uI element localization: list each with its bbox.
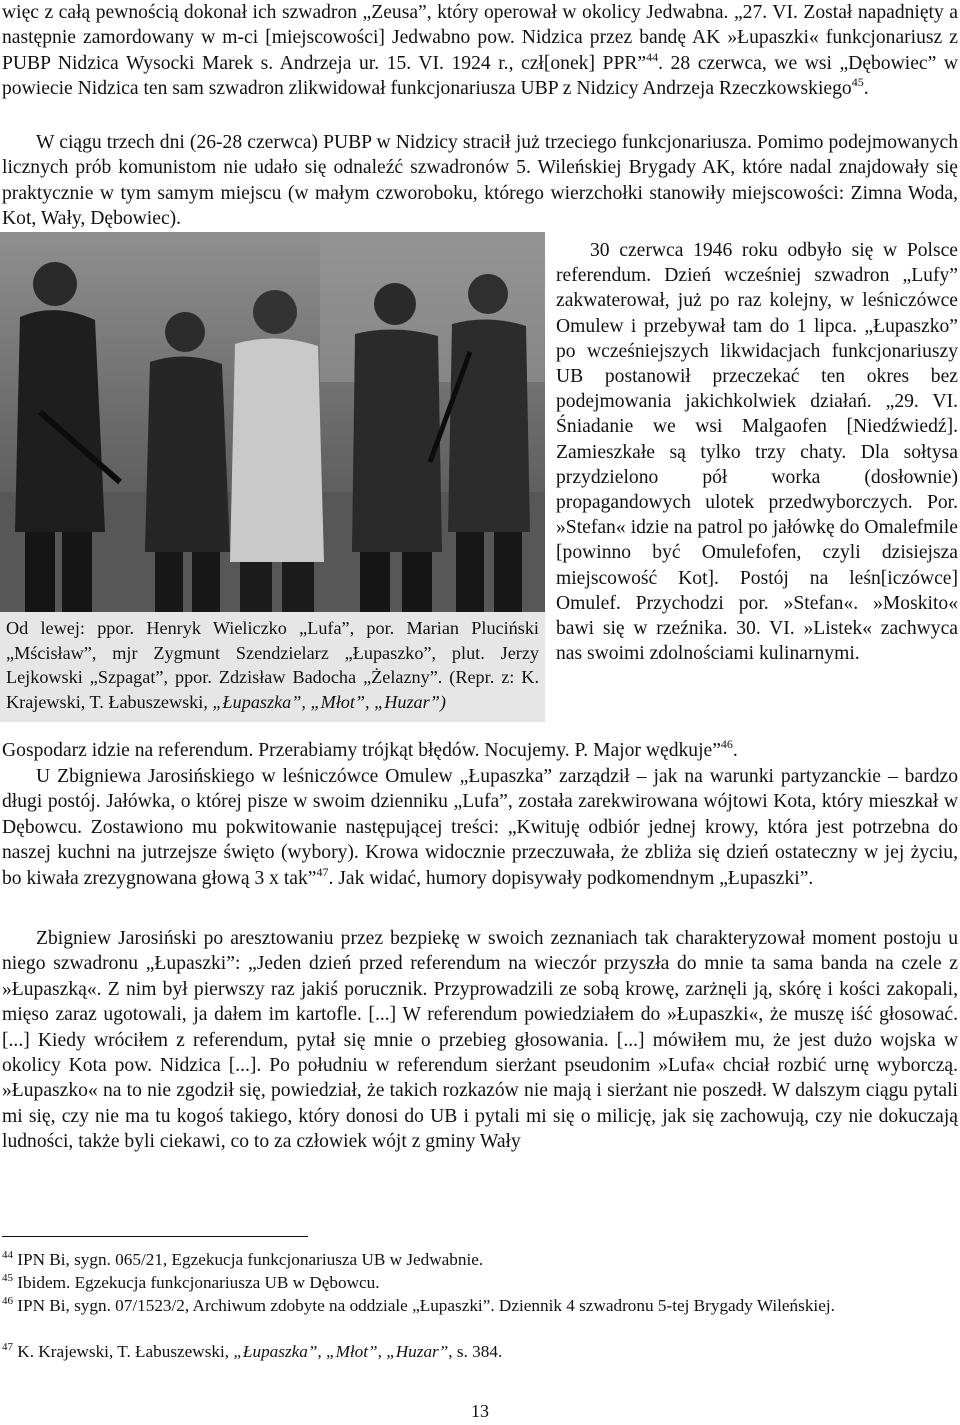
page-number: 13 xyxy=(471,1401,489,1421)
footnote-number: 46 xyxy=(2,1295,13,1307)
paragraph-1-text-b: . 28 czerwca, we wsi „Dębowiec” w powiecie Nidzica ten sam szwadron zlikwidował funkcjonariusza UBP z Nidzicy Andrzeja Rzeczkowskiego xyxy=(2,52,958,100)
footnote-47 xyxy=(2,1340,958,1363)
footnote-text: IPN Bi, sygn. 07/1523/2, Archiwum zdobyte na oddziale „Łupaszki”. Dziennik 4 szwadronu 5-tej Brygady Wileńskiej. xyxy=(17,1296,835,1315)
paragraph-1-text: więc z całą pewnością dokonał ich szwadron „Zeusa”, który operował w okolicy Jedwabna. „27. VI. Został napadnięty a następnie zamordowany w m-ci [miejscowości] Jedwabno pow. Nidzica przez bandę AK »Łupaszki« funkcjonariusz z PUBP Nidzica Wysocki Marek s. Andrzeja ur. 15. VI. 1924 r., czł[onek] PPR” xyxy=(2,2,958,74)
paragraph-1 xyxy=(2,0,958,102)
paragraph-5: Zbigniew Jarosiński po aresztowaniu przez bezpiekę w swoich zeznaniach tak charakteryzował moment postoju u niego szwadronu „Łupaszki”: „Jeden dzień przed referendum na wieczór przyszła do mnie ta sama banda na czele z »Łupaszką«. Z nim był pierwszy raz jakiś porucznik. Przyprowadzili ze sobą krowę, zarżnęli ją, skórę i kości zakopali, mięso zaraz ugotowali, ja dałem im kartofle. [...] W referendum powiedziałem do »Łupaszki«, że muszę iść głosować. [...] Kiedy wróciłem z referendum, pytał się mnie o przebieg głosowania. [...] mówiłem mu, że jest dużo wojska w okolicy Kota pow. Nidzica [...]. Po południu w referendum sierżant pseudonim »Lufa« chciał rozbić urnę wyborczą. »Łupaszko« na to nie zgodził się, powiedział, że takich rozkazów nie mają i sierżant nie poszedł. W dalszym ciągu pytali mi się, czy nie ma tu kogoś takiego, który donosi do UB i pytali mi się o milicję, jak się zachowują, czy nie dokuczają ludności, także byli ciekawi, co to za człowiek wójt z gminy Wały xyxy=(2,928,958,1153)
photo-illustration xyxy=(0,232,545,612)
paragraph-4-end: . Jak widać, humory dopisywały podkomendnym „Łupaszki”. xyxy=(328,867,814,889)
footnote-ref-45[interactable]: 45 xyxy=(851,75,864,90)
caption-text: Od lewej: ppor. Henryk Wieliczko „Lufa”, por. Marian Pluciński „Mścisław”, mjr Zygmunt Szendzielarz „Łupaszko”, plut. Jerzy Lejkowski „Szpagat”, ppor. Zdzisław Badocha „Żelazny”. (Repr. z: K. Krajewski, T. Łabuszewski, xyxy=(6,618,539,712)
footnote-number: 47 xyxy=(2,1341,13,1353)
footnote-tail: , s. 384. xyxy=(448,1342,503,1361)
footnote-ref-47[interactable]: 47 xyxy=(316,864,329,879)
photo-caption xyxy=(0,612,545,722)
footnote-number: 45 xyxy=(2,1272,13,1284)
footnote-number: 44 xyxy=(2,1249,13,1261)
caption-italic-title: „Łupaszka”, „Młot”, „Huzar”) xyxy=(212,691,446,712)
side-column-paragraph: 30 czerwca 1946 roku odbyło się w Polsce referendum. Dzień wcześniej szwadron „Lufy” zakwaterował, już po raz kolejny, w leśniczówce Omulew i przebywał tam do 1 lipca. „Łupaszko” po wcześniejszych likwidacjach funkcjonariuszy UB postanowił przeczekać ten okres bez podejmowania jakichkolwiek działań. „29. VI. Śniadanie we wsi Malgaofen [Niedźwiedź]. Zamieszkałe są tylko trzy chaty. Dla sołtysa przydzielono pół worka (dosłownie) propagandowych ulotek przedwyborczych. Por. »Stefan« idzie na patrol po jałówkę do Omalefmile [powinno być Omulefofen, czyli dzisiejsza miejscowość Kot]. Postój na leśn[iczówce] Omulef. Przychodzi por. »Stefan«. »Moskito« bawi się w rzeźnika. 30. VI. »Listek« zachwyca nas swoimi zdolnościami kulinarnymi. xyxy=(556,240,958,665)
footnote-text: IPN Bi, sygn. 065/21, Egzekucja funkcjonariusza UB w Jedwabnie. xyxy=(17,1250,484,1269)
paragraph-4-text: U Zbigniewa Jarosińskiego w leśniczówce Omulew „Łupaszka” zarządził – jak na warunki partyzanckie – bardzo długi postój. Jałówka, o której pisze w swoim dzienniku „Lufa”, została zarekwirowana wójtowi Kota, który mieszkał w Dębowcu. Zostawiono mu pokwitowanie następującej treści: „Kwituję odbiór jednej krowy, która jest potrzebna do naszej kuchni na jutrzejsze święto (wybory). Krowa widocznie przeczuwała, że zbliża się dzień ostateczny w jej życiu, bo kiwała zrezygnowana głową 3 x tak” xyxy=(2,766,958,889)
paragraph-3 xyxy=(2,738,958,763)
paragraph-3-end: . xyxy=(732,740,738,761)
footnote-ref-46[interactable]: 46 xyxy=(720,737,733,751)
footnote-44 xyxy=(2,1248,958,1271)
paragraph-4 xyxy=(2,764,958,891)
footnote-italic-title: „Łupaszka”, „Młot”, „Huzar” xyxy=(233,1342,449,1361)
historical-photo xyxy=(0,232,545,612)
footnote-45 xyxy=(2,1271,958,1294)
footnote-46 xyxy=(2,1294,958,1317)
footnote-text: K. Krajewski, T. Łabuszewski, xyxy=(17,1342,234,1361)
paragraph-3-text: Gospodarz idzie na referendum. Przerabiamy trójkąt błędów. Nocujemy. P. Major wędkuje” xyxy=(2,740,721,761)
footnote-text: Ibidem. Egzekucja funkcjonariusza UB w Dębowcu. xyxy=(17,1273,380,1292)
paragraph-1-end: . xyxy=(863,78,869,100)
footnote-separator xyxy=(2,1236,308,1237)
footnote-ref-44[interactable]: 44 xyxy=(646,49,659,64)
paragraph-2: W ciągu trzech dni (26-28 czerwca) PUBP w Nidzicy stracił już trzeciego funkcjonariusza. Pomimo podejmowanych licznych prób komunistom nie udało się odnaleźć szwadronów 5. Wileńskiej Brygady AK, które nadal znajdowały się praktycznie w tym samym miejscu (w małym czworoboku, którego wierzchołki stanowiły miejscowości: Zimna Woda, Kot, Wały, Dębowiec). xyxy=(2,132,958,230)
